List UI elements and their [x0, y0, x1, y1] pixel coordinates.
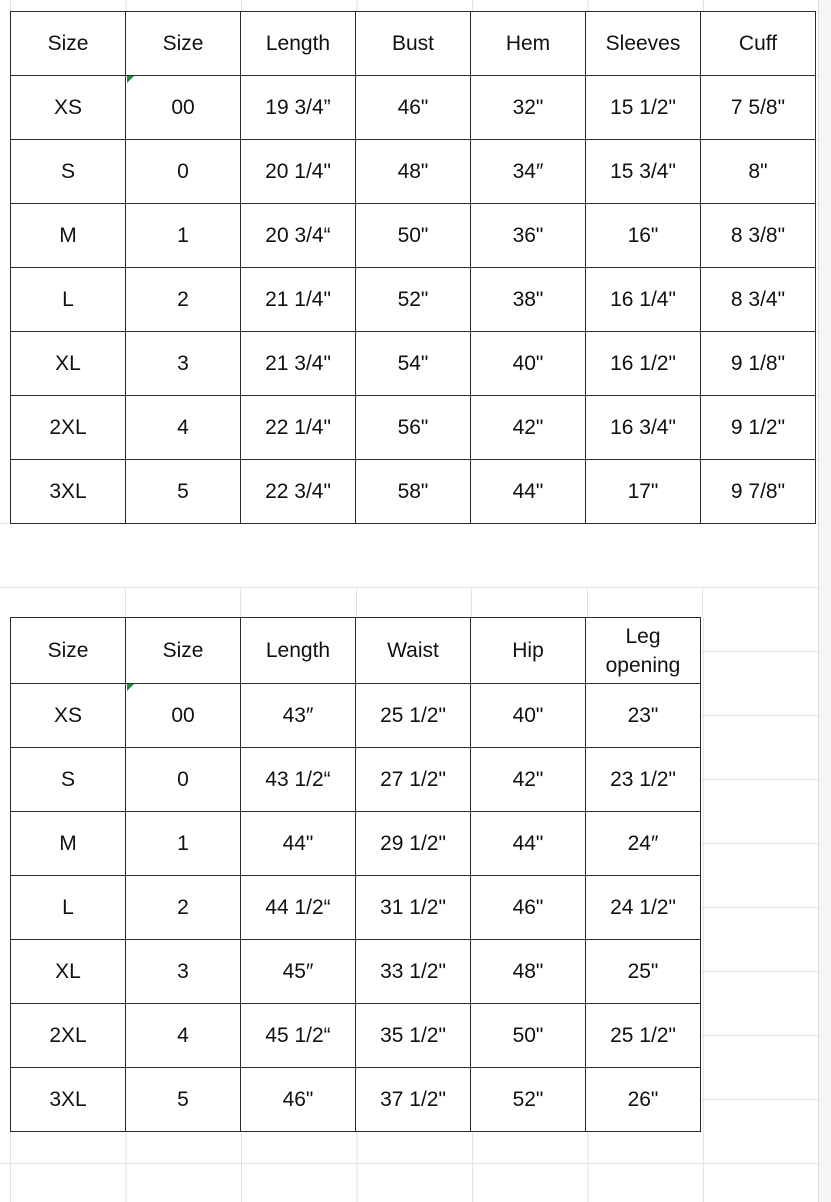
table-cell[interactable]: 3XL: [11, 1068, 126, 1132]
table-cell[interactable]: 3: [126, 332, 241, 396]
table-row: [11, 204, 816, 268]
table-cell[interactable]: 23 1/2": [586, 748, 701, 812]
table-row: [11, 460, 816, 524]
header-cell[interactable]: Waist: [356, 618, 471, 684]
table-cell[interactable]: XL: [11, 940, 126, 1004]
scrollbar-edge[interactable]: [818, 0, 831, 1202]
table-cell[interactable]: 44": [241, 812, 356, 876]
table-row: [11, 332, 816, 396]
table-row: [11, 1068, 701, 1132]
table-cell[interactable]: 23": [586, 684, 701, 748]
table-cell[interactable]: 17": [586, 460, 701, 524]
table-row: [11, 812, 701, 876]
table-cell[interactable]: 1: [126, 204, 241, 268]
table-row: [11, 268, 816, 332]
header-cell[interactable]: Length: [241, 12, 356, 76]
table-cell[interactable]: 26": [586, 1068, 701, 1132]
table-cell[interactable]: 45″: [241, 940, 356, 1004]
header-cell[interactable]: Length: [241, 618, 356, 684]
header-cell[interactable]: Size: [126, 618, 241, 684]
blank-rows: [0, 524, 831, 617]
table-cell[interactable]: 35 1/2": [356, 1004, 471, 1068]
table-cell[interactable]: 40": [471, 684, 586, 748]
table-cell[interactable]: 15 1/2": [586, 76, 701, 140]
table-cell[interactable]: 16 1/2": [586, 332, 701, 396]
table-cell[interactable]: XS: [11, 684, 126, 748]
table-cell[interactable]: 46": [241, 1068, 356, 1132]
table-cell[interactable]: 44": [471, 812, 586, 876]
table-cell[interactable]: 25 1/2": [356, 684, 471, 748]
header-cell[interactable]: Hem: [471, 12, 586, 76]
table-cell[interactable]: 50": [471, 1004, 586, 1068]
table-cell[interactable]: 54": [356, 332, 471, 396]
bottom-size-table: [10, 617, 701, 1132]
comment-marker-icon[interactable]: [127, 684, 134, 691]
header-row: [11, 12, 816, 76]
table-cell[interactable]: M: [11, 204, 126, 268]
table-cell[interactable]: 21 3/4": [241, 332, 356, 396]
table-cell[interactable]: 43″: [241, 684, 356, 748]
table-cell[interactable]: 5: [126, 460, 241, 524]
table-cell[interactable]: 24 1/2": [586, 876, 701, 940]
table-cell[interactable]: 43 1/2“: [241, 748, 356, 812]
table-cell[interactable]: 48": [471, 940, 586, 1004]
table-cell[interactable]: 48": [356, 140, 471, 204]
table-cell[interactable]: 4: [126, 396, 241, 460]
table-cell[interactable]: 36": [471, 204, 586, 268]
table-row: [11, 1004, 701, 1068]
table-cell[interactable]: 40": [471, 332, 586, 396]
table-cell[interactable]: 16": [586, 204, 701, 268]
table-cell[interactable]: 46": [471, 876, 586, 940]
table-cell[interactable]: 15 3/4": [586, 140, 701, 204]
table-cell[interactable]: S: [11, 748, 126, 812]
table-row: [11, 876, 701, 940]
header-cell[interactable]: Sleeves: [586, 12, 701, 76]
table-cell[interactable]: XS: [11, 76, 126, 140]
table-cell[interactable]: 29 1/2": [356, 812, 471, 876]
table-cell[interactable]: 0: [126, 748, 241, 812]
table-cell[interactable]: 16 3/4": [586, 396, 701, 460]
table-cell[interactable]: 25 1/2": [586, 1004, 701, 1068]
table-cell[interactable]: 5: [126, 1068, 241, 1132]
table-cell[interactable]: 9 1/2": [701, 396, 816, 460]
table-cell[interactable]: 20 3/4“: [241, 204, 356, 268]
table-cell[interactable]: 25": [586, 940, 701, 1004]
table-cell[interactable]: 24″: [586, 812, 701, 876]
table-cell[interactable]: 19 3/4”: [241, 76, 356, 140]
table-cell[interactable]: 37 1/2": [356, 1068, 471, 1132]
table-cell[interactable]: M: [11, 812, 126, 876]
table-cell[interactable]: XL: [11, 332, 126, 396]
header-cell[interactable]: Size: [11, 618, 126, 684]
table-cell[interactable]: 52": [356, 268, 471, 332]
table-cell[interactable]: 2: [126, 876, 241, 940]
table-row: [11, 748, 701, 812]
table-cell[interactable]: 22 1/4": [241, 396, 356, 460]
table-cell[interactable]: 20 1/4": [241, 140, 356, 204]
header-cell[interactable]: Size: [126, 12, 241, 76]
table-cell[interactable]: 44": [471, 460, 586, 524]
table-cell[interactable]: 8 3/8": [701, 204, 816, 268]
table-cell[interactable]: 9 1/8": [701, 332, 816, 396]
table-cell[interactable]: 38": [471, 268, 586, 332]
table-cell[interactable]: 2XL: [11, 1004, 126, 1068]
header-cell[interactable]: Bust: [356, 12, 471, 76]
header-cell[interactable]: Size: [11, 12, 126, 76]
table-cell[interactable]: 50": [356, 204, 471, 268]
table-cell[interactable]: 22 3/4": [241, 460, 356, 524]
table-row: [11, 140, 816, 204]
table-cell[interactable]: 34″: [471, 140, 586, 204]
table-cell[interactable]: 8 3/4": [701, 268, 816, 332]
comment-marker-icon[interactable]: [127, 76, 134, 83]
table-cell[interactable]: 9 7/8": [701, 460, 816, 524]
table-cell[interactable]: 3XL: [11, 460, 126, 524]
table-cell[interactable]: 44 1/2“: [241, 876, 356, 940]
table-cell[interactable]: L: [11, 876, 126, 940]
table-cell[interactable]: 31 1/2": [356, 876, 471, 940]
table-cell[interactable]: 8": [701, 140, 816, 204]
table-cell[interactable]: 3: [126, 940, 241, 1004]
table-cell[interactable]: 00: [126, 76, 241, 140]
table-cell[interactable]: 16 1/4": [586, 268, 701, 332]
table-cell[interactable]: 2XL: [11, 396, 126, 460]
header-cell[interactable]: Leg opening: [586, 618, 701, 684]
table-cell[interactable]: 00: [126, 684, 241, 748]
table-cell[interactable]: 2: [126, 268, 241, 332]
table-cell[interactable]: 4: [126, 1004, 241, 1068]
table-row: [11, 396, 816, 460]
table-cell[interactable]: 56": [356, 396, 471, 460]
header-row: [11, 618, 701, 684]
table-cell[interactable]: 0: [126, 140, 241, 204]
table-cell[interactable]: 21 1/4": [241, 268, 356, 332]
table-cell[interactable]: 27 1/2": [356, 748, 471, 812]
header-cell[interactable]: Hip: [471, 618, 586, 684]
table-cell[interactable]: 58": [356, 460, 471, 524]
table-cell[interactable]: 45 1/2“: [241, 1004, 356, 1068]
table-cell[interactable]: 33 1/2": [356, 940, 471, 1004]
table-cell[interactable]: S: [11, 140, 126, 204]
table-cell[interactable]: 32": [471, 76, 586, 140]
table-row: [11, 940, 701, 1004]
table-cell[interactable]: 42": [471, 748, 586, 812]
table-row: [11, 684, 701, 748]
top-size-table: [10, 11, 816, 524]
table-cell[interactable]: 46": [356, 76, 471, 140]
table-cell[interactable]: L: [11, 268, 126, 332]
header-cell[interactable]: Cuff: [701, 12, 816, 76]
table-cell[interactable]: 52": [471, 1068, 586, 1132]
table-cell[interactable]: 42": [471, 396, 586, 460]
table-row: [11, 76, 816, 140]
table-cell[interactable]: 1: [126, 812, 241, 876]
table-cell[interactable]: 7 5/8": [701, 76, 816, 140]
